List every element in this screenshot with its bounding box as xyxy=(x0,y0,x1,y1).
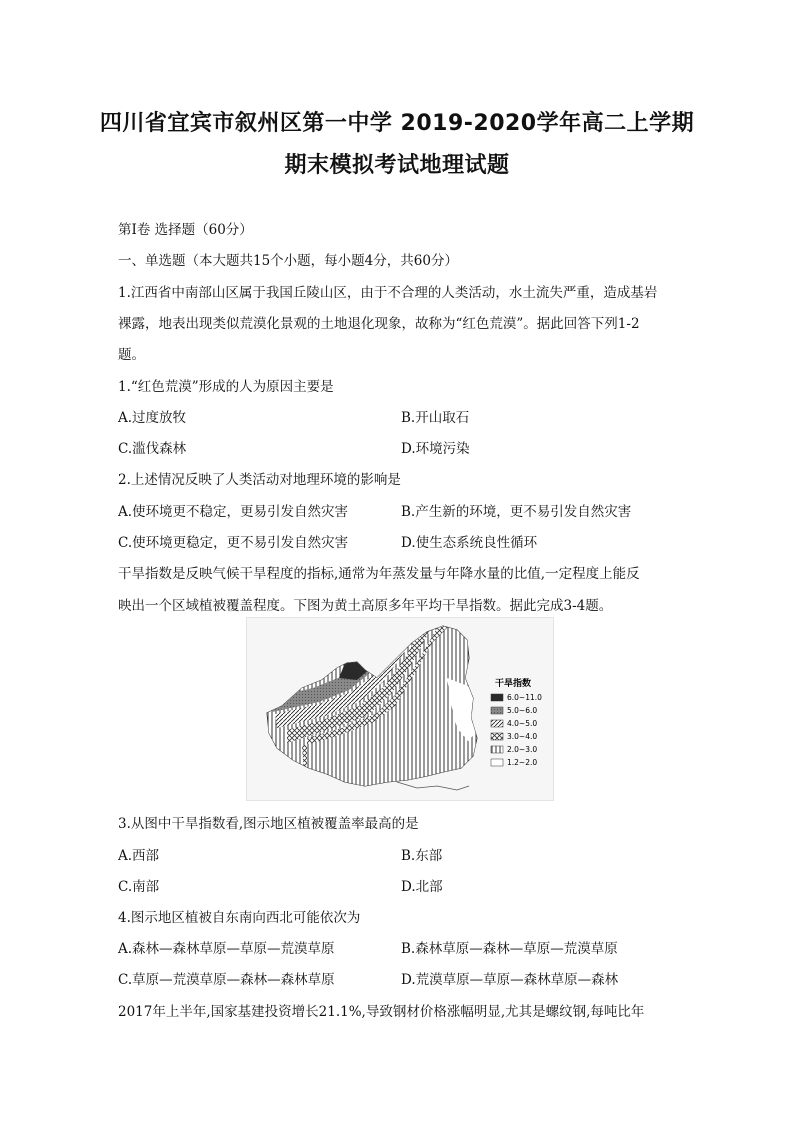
q34-intro-line2: 映出一个区域植被覆盖程度。下图为黄土高原多年平均干旱指数。据此完成3-4题。 xyxy=(118,598,613,614)
q1-stem: 1.“红色荒漠”形成的人为原因主要是 xyxy=(118,379,334,395)
q12-intro-line1: 1.江西省中南部山区属于我国丘陵山区，由于不合理的人类活动，水土流失严重，造成基岩 xyxy=(118,285,658,301)
q1-option-d: D.环境污染 xyxy=(401,441,470,457)
legend-swatch-6 xyxy=(491,759,503,766)
legend-label-1: 6.0~11.0 xyxy=(507,693,542,702)
loess-plateau-drought-map xyxy=(246,617,554,801)
q1-option-a: A.过度放牧 xyxy=(118,410,187,426)
q2-option-b: B.产生新的环境，更不易引发自然灾害 xyxy=(401,504,632,520)
legend-swatch-4 xyxy=(491,733,503,740)
legend-swatch-3 xyxy=(491,720,503,727)
q12-intro-line3: 题。 xyxy=(118,347,145,363)
exam-title-line2: 期末模拟考试地理试题 xyxy=(284,153,510,178)
part-heading: 一、单选题（本大题共15个小题，每小题4分，共60分） xyxy=(118,253,458,269)
q1-option-b: B.开山取石 xyxy=(401,410,470,426)
q12-intro-line2: 裸露，地表出现类似荒漠化景观的土地退化现象，故称为“红色荒漠”。据此回答下列1-2 xyxy=(118,316,640,332)
q4-option-c: C.草原—荒漠草原—森林—森林草原 xyxy=(118,972,335,988)
legend-label-3: 4.0~5.0 xyxy=(507,719,538,728)
next-passage-line: 2017年上半年,国家基建投资增长21.1%,导致钢材价格涨幅明显,尤其是螺纹钢,每吨比年 xyxy=(118,1004,645,1020)
drought-index-legend xyxy=(491,677,542,767)
q3-stem: 3.从图中干旱指数看,图示地区植被覆盖率最高的是 xyxy=(118,816,419,832)
legend-label-4: 3.0~4.0 xyxy=(507,732,538,741)
q4-option-a: A.森林—森林草原—草原—荒漠草原 xyxy=(118,941,335,957)
legend-title: 干旱指数 xyxy=(495,679,532,689)
q2-stem: 2.上述情况反映了人类活动对地理环境的影响是 xyxy=(118,472,401,488)
q4-option-d: D.荒漠草原—草原—森林草原—森林 xyxy=(401,972,619,988)
q3-option-c: C.南部 xyxy=(118,879,160,895)
southern-boundary-detail xyxy=(397,782,469,790)
q4-stem: 4.图示地区植被自东南向西北可能依次为 xyxy=(118,910,361,926)
q34-intro-line1: 干旱指数是反映气候干旱程度的指标,通常为年蒸发量与年降水量的比值,一定程度上能反 xyxy=(118,566,640,582)
legend-label-6: 1.2~2.0 xyxy=(507,758,538,767)
q1-option-c: C.滥伐森林 xyxy=(118,441,187,457)
legend-swatch-2 xyxy=(491,707,503,714)
q3-option-a: A.西部 xyxy=(118,848,160,864)
q2-option-d: D.使生态系统良性循环 xyxy=(401,535,538,551)
q2-option-c: C.使环境更稳定，更不易引发自然灾害 xyxy=(118,535,349,551)
section-heading: 第Ⅰ卷 选择题（60分） xyxy=(118,222,253,238)
q4-option-b: B.森林草原—森林—草原—荒漠草原 xyxy=(401,941,618,957)
q3-option-b: B.东部 xyxy=(401,848,443,864)
legend-label-2: 5.0~6.0 xyxy=(507,706,538,715)
exam-title-line1: 四川省宜宾市叙州区第一中学 2019-2020学年高二上学期 xyxy=(99,111,695,136)
q3-option-d: D.北部 xyxy=(401,879,443,895)
legend-label-5: 2.0~3.0 xyxy=(507,745,538,754)
legend-swatch-1 xyxy=(491,694,503,701)
legend-swatch-5 xyxy=(491,746,503,753)
q2-option-a: A.使环境更不稳定，更易引发自然灾害 xyxy=(118,504,349,520)
